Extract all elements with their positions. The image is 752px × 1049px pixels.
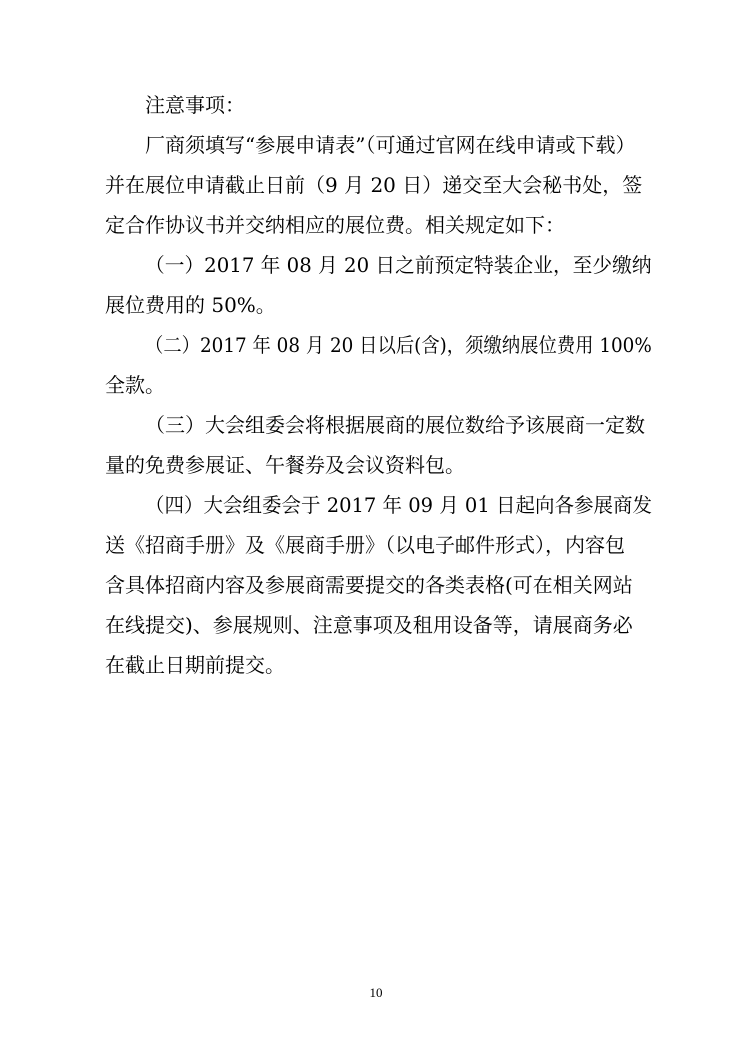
paragraph-intro-line-3: 定合作协议书并交纳相应的展位费。相关规定如下： [105, 213, 565, 237]
rule-3-line-2: 量的免费参展证、午餐券及会议资料包。 [105, 453, 465, 477]
rule-1-line-1: （一）2017 年 08 月 20 日之前预定特装企业，至少缴纳 [145, 253, 652, 277]
rule-4-line-2: 送《招商手册》及《展商手册》（以电子邮件形式），内容包 [105, 533, 625, 557]
rule-4-line-1: （四）大会组委会于 2017 年 09 月 01 日起向各参展商发 [145, 493, 652, 517]
rule-1-line-2: 展位费用的 50%。 [105, 293, 276, 317]
paragraph-intro-line-2: 并在展位申请截止日前（9 月 20 日）递交至大会秘书处，签 [105, 173, 643, 197]
rule-2-line-2: 全款。 [105, 373, 165, 397]
rule-4-line-5: 在截止日期前提交。 [105, 653, 285, 677]
rule-4-line-3: 含具体招商内容及参展商需要提交的各类表格(可在相关网站 [105, 573, 633, 597]
notice-heading: 注意事项： [145, 93, 245, 117]
rule-4-line-4: 在线提交)、参展规则、注意事项及租用设备等，请展商务必 [105, 613, 633, 637]
rule-3-line-1: （三）大会组委会将根据展商的展位数给予该展商一定数 [145, 413, 645, 437]
paragraph-intro-line-1: 厂商须填写“参展申请表”（可通过官网在线申请或下载） [145, 133, 636, 157]
rule-2-line-1: （二）2017 年 08 月 20 日以后(含)，须缴纳展位费用 100% [145, 333, 652, 357]
page-number: 10 [369, 985, 383, 1000]
